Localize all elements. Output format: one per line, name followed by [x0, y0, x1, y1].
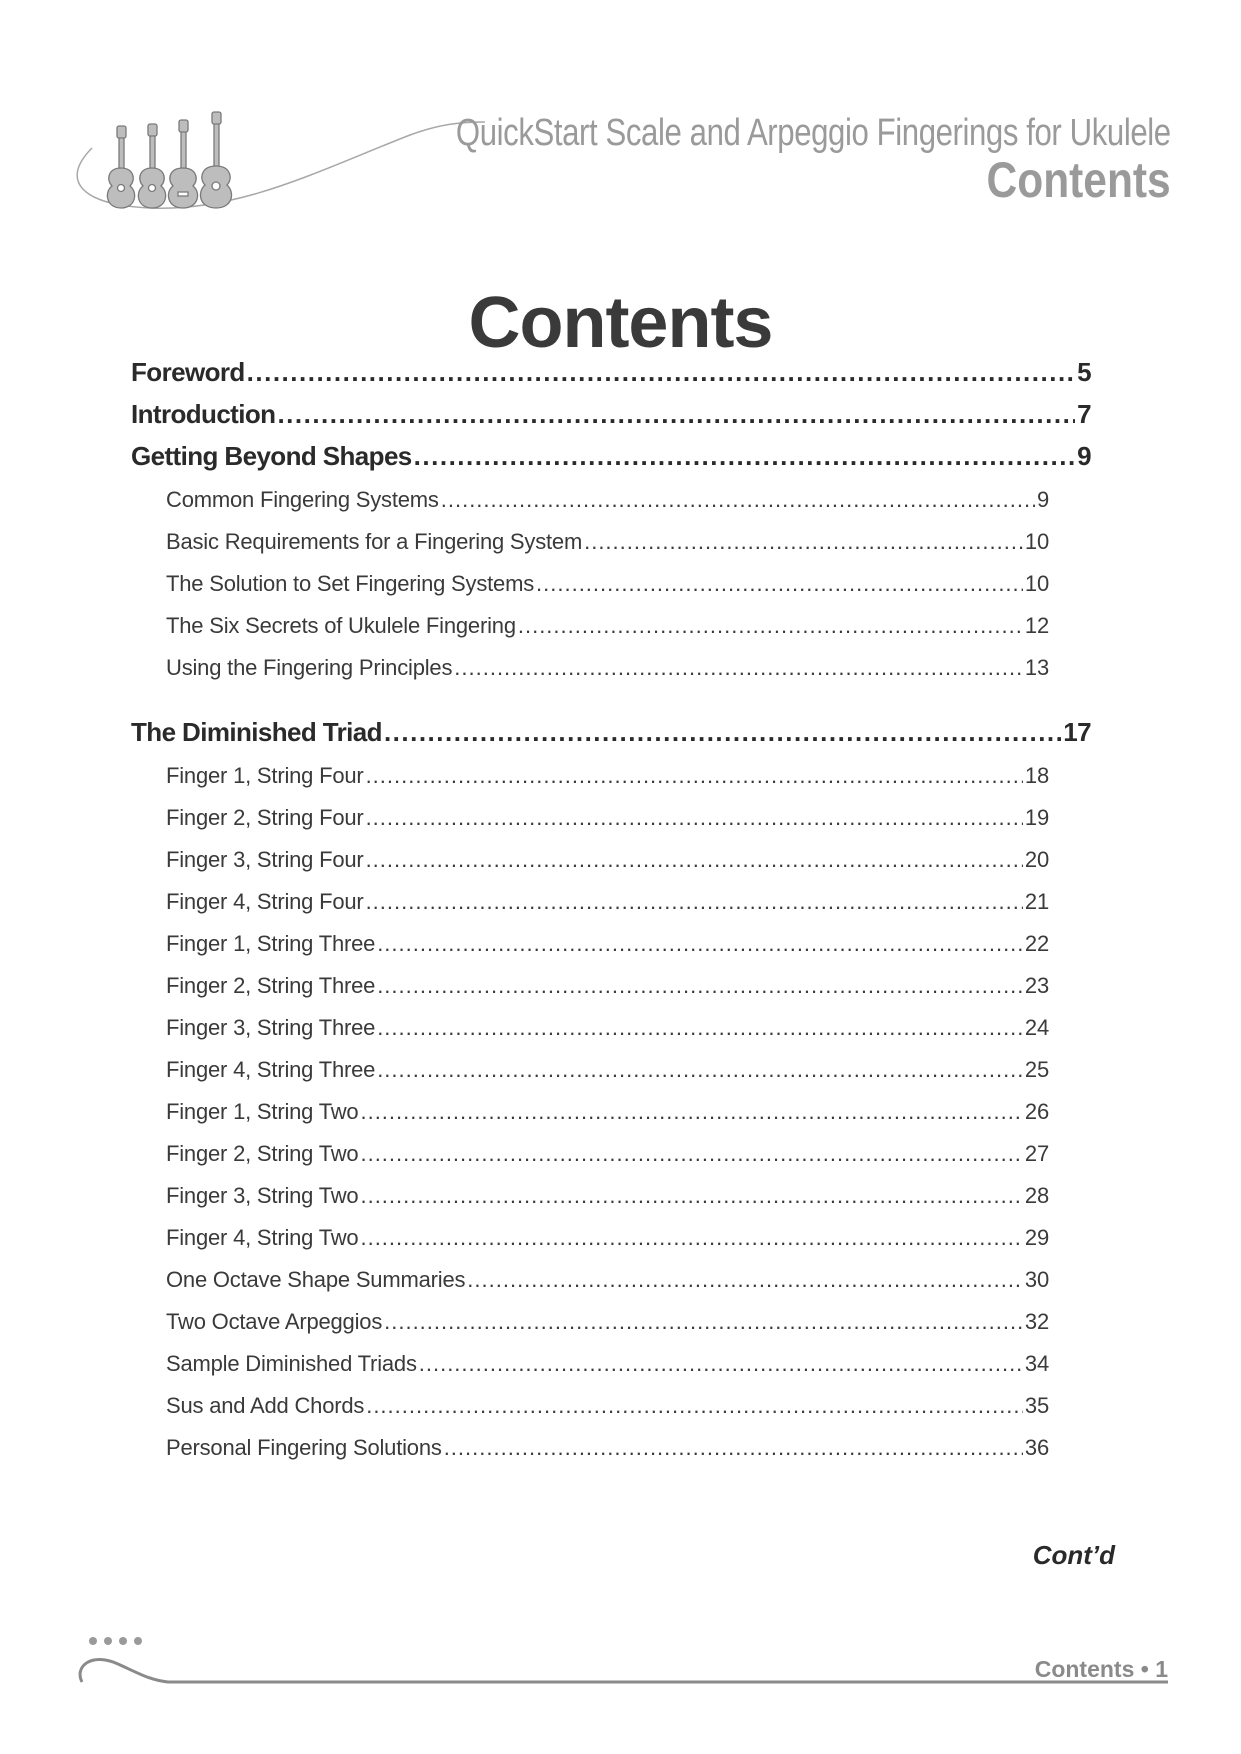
- toc-page-number: 30: [1024, 1267, 1049, 1292]
- dot-leader: [366, 889, 1023, 915]
- toc-page-number: 34: [1024, 1351, 1049, 1376]
- toc-entry-label: Personal Fingering Solutions: [166, 1435, 442, 1460]
- dot-leader: [366, 805, 1023, 831]
- toc-entry-label: Getting Beyond Shapes: [131, 441, 412, 471]
- toc-page-number: 10: [1024, 529, 1049, 554]
- toc-entry-label: Foreword: [131, 357, 245, 387]
- dot-leader: [360, 1141, 1022, 1167]
- dot-leader: [377, 1015, 1023, 1041]
- toc-subsection-entry: [166, 931, 1049, 957]
- toc-entry-label: The Diminished Triad: [131, 717, 382, 747]
- toc-subsection-entry: [166, 529, 1049, 555]
- toc-subsection-entry: [166, 1267, 1049, 1293]
- continued-label: Cont’d: [1032, 1540, 1115, 1570]
- toc-subsection-entry: [166, 1057, 1049, 1083]
- toc-entry-label: Finger 1, String Two: [166, 1099, 359, 1124]
- dot-leader: [441, 487, 1035, 513]
- toc-section-entry: [131, 399, 1091, 430]
- toc-page-number: 29: [1024, 1225, 1049, 1250]
- toc-page-number: 9: [1036, 487, 1049, 512]
- toc-section-entry: [131, 441, 1091, 472]
- dot-leader: [360, 1183, 1022, 1209]
- toc-subsection-entry: [166, 1225, 1049, 1251]
- toc-entry-label: Common Fingering Systems: [166, 487, 439, 512]
- toc-subsection-entry: [166, 655, 1049, 681]
- toc-page-number: 23: [1024, 973, 1049, 998]
- toc-entry-label: Finger 4, String Two: [166, 1225, 359, 1250]
- ukulele-icon: [107, 112, 231, 208]
- dot-leader: [366, 1393, 1023, 1419]
- toc-subsection-entry: [166, 763, 1049, 789]
- toc-subsection-entry: [166, 487, 1049, 513]
- toc-entry-label: Sample Diminished Triads: [166, 1351, 417, 1376]
- toc-page-number: 36: [1024, 1435, 1049, 1460]
- toc-subsection-entry: [166, 1183, 1049, 1209]
- toc-page-number: 19: [1024, 805, 1049, 830]
- toc-entry-label: Basic Requirements for a Fingering System: [166, 529, 583, 554]
- page-title: Contents: [468, 283, 773, 363]
- toc-page-number: 28: [1024, 1183, 1049, 1208]
- toc-page-number: 10: [1024, 571, 1049, 596]
- toc-page-number: 7: [1077, 399, 1091, 429]
- toc-entry-label: The Solution to Set Fingering Systems: [166, 571, 535, 596]
- toc-page-number: 22: [1024, 931, 1049, 956]
- dot-leader: [247, 357, 1075, 388]
- dot-leader: [584, 529, 1023, 555]
- toc-subsection-entry: [166, 1141, 1049, 1167]
- dot-leader: [377, 1057, 1023, 1083]
- toc-entry-label: Introduction: [131, 399, 276, 429]
- dot-leader: [377, 931, 1023, 957]
- toc-entry-label: Sus and Add Chords: [166, 1393, 365, 1418]
- toc-subsection-entry: [166, 571, 1049, 597]
- toc-entry-label: Finger 2, String Three: [166, 973, 376, 998]
- toc-page-number: 18: [1024, 763, 1049, 788]
- toc-entry-label: Finger 4, String Four: [166, 889, 364, 914]
- toc-entry-label: The Six Secrets of Ukulele Fingering: [166, 613, 516, 638]
- dot-leader: [366, 847, 1023, 873]
- toc-page-number: 25: [1024, 1057, 1049, 1082]
- toc-page-number: 9: [1077, 441, 1091, 471]
- dot-leader: [377, 973, 1023, 999]
- toc-entry-label: Finger 2, String Two: [166, 1141, 359, 1166]
- toc-subsection-entry: [166, 847, 1049, 873]
- toc-subsection-entry: [166, 889, 1049, 915]
- toc-entry-label: Finger 1, String Three: [166, 931, 376, 956]
- dot-leader: [277, 399, 1075, 430]
- dot-leader: [360, 1099, 1022, 1125]
- toc-entry-label: Finger 3, String Four: [166, 847, 364, 872]
- toc-page-number: 21: [1024, 889, 1049, 914]
- toc-subsection-entry: [166, 1393, 1049, 1419]
- toc-subsection-entry: [166, 1351, 1049, 1377]
- dot-leader: [384, 717, 1061, 748]
- toc-page-number: 12: [1024, 613, 1049, 638]
- toc-entry-label: Finger 2, String Four: [166, 805, 364, 830]
- toc-page-number: 17: [1063, 717, 1091, 747]
- toc-subsection-entry: [166, 805, 1049, 831]
- dot-leader: [467, 1267, 1023, 1293]
- toc-section-entry: [131, 717, 1091, 748]
- toc-subsection-entry: [166, 1015, 1049, 1041]
- dot-leader: [454, 655, 1023, 681]
- toc-page-number: 20: [1024, 847, 1049, 872]
- toc-page-number: 35: [1024, 1393, 1049, 1418]
- toc-subsection-entry: [166, 1435, 1049, 1461]
- toc-subsection-entry: [166, 613, 1049, 639]
- toc-entry-label: Finger 3, String Three: [166, 1015, 376, 1040]
- toc-entry-label: One Octave Shape Summaries: [166, 1267, 466, 1292]
- page-footer: Contents • 1: [1034, 1656, 1168, 1682]
- dot-leader: [414, 441, 1075, 472]
- toc-page-number: 24: [1024, 1015, 1049, 1040]
- toc-page-number: 5: [1077, 357, 1091, 387]
- toc-subsection-entry: [166, 1309, 1049, 1335]
- toc-entry-label: Finger 3, String Two: [166, 1183, 359, 1208]
- toc-subsection-entry: [166, 973, 1049, 999]
- toc-entry-label: Finger 1, String Four: [166, 763, 364, 788]
- dot-leader: [366, 763, 1023, 789]
- dot-leader: [518, 613, 1023, 639]
- toc-entry-label: Using the Fingering Principles: [166, 655, 453, 680]
- toc-page-number: 32: [1024, 1309, 1049, 1334]
- dot-leader: [360, 1225, 1022, 1251]
- book-title: QuickStart Scale and Arpeggio Fingerings for Ukulele: [456, 112, 1171, 154]
- running-header: [299, 112, 1171, 209]
- toc-page-number: 13: [1024, 655, 1049, 680]
- section-title: Contents: [986, 152, 1171, 208]
- toc-section-entry: [131, 357, 1091, 388]
- dot-leader: [419, 1351, 1023, 1377]
- toc-entry-label: Finger 4, String Three: [166, 1057, 376, 1082]
- dot-leader: [536, 571, 1023, 597]
- dot-leader: [444, 1435, 1023, 1461]
- toc-subsection-entry: [166, 1099, 1049, 1125]
- toc-entry-label: Two Octave Arpeggios: [166, 1309, 383, 1334]
- toc-page-number: 26: [1024, 1099, 1049, 1124]
- toc-page-number: 27: [1024, 1141, 1049, 1166]
- dot-leader: [384, 1309, 1023, 1335]
